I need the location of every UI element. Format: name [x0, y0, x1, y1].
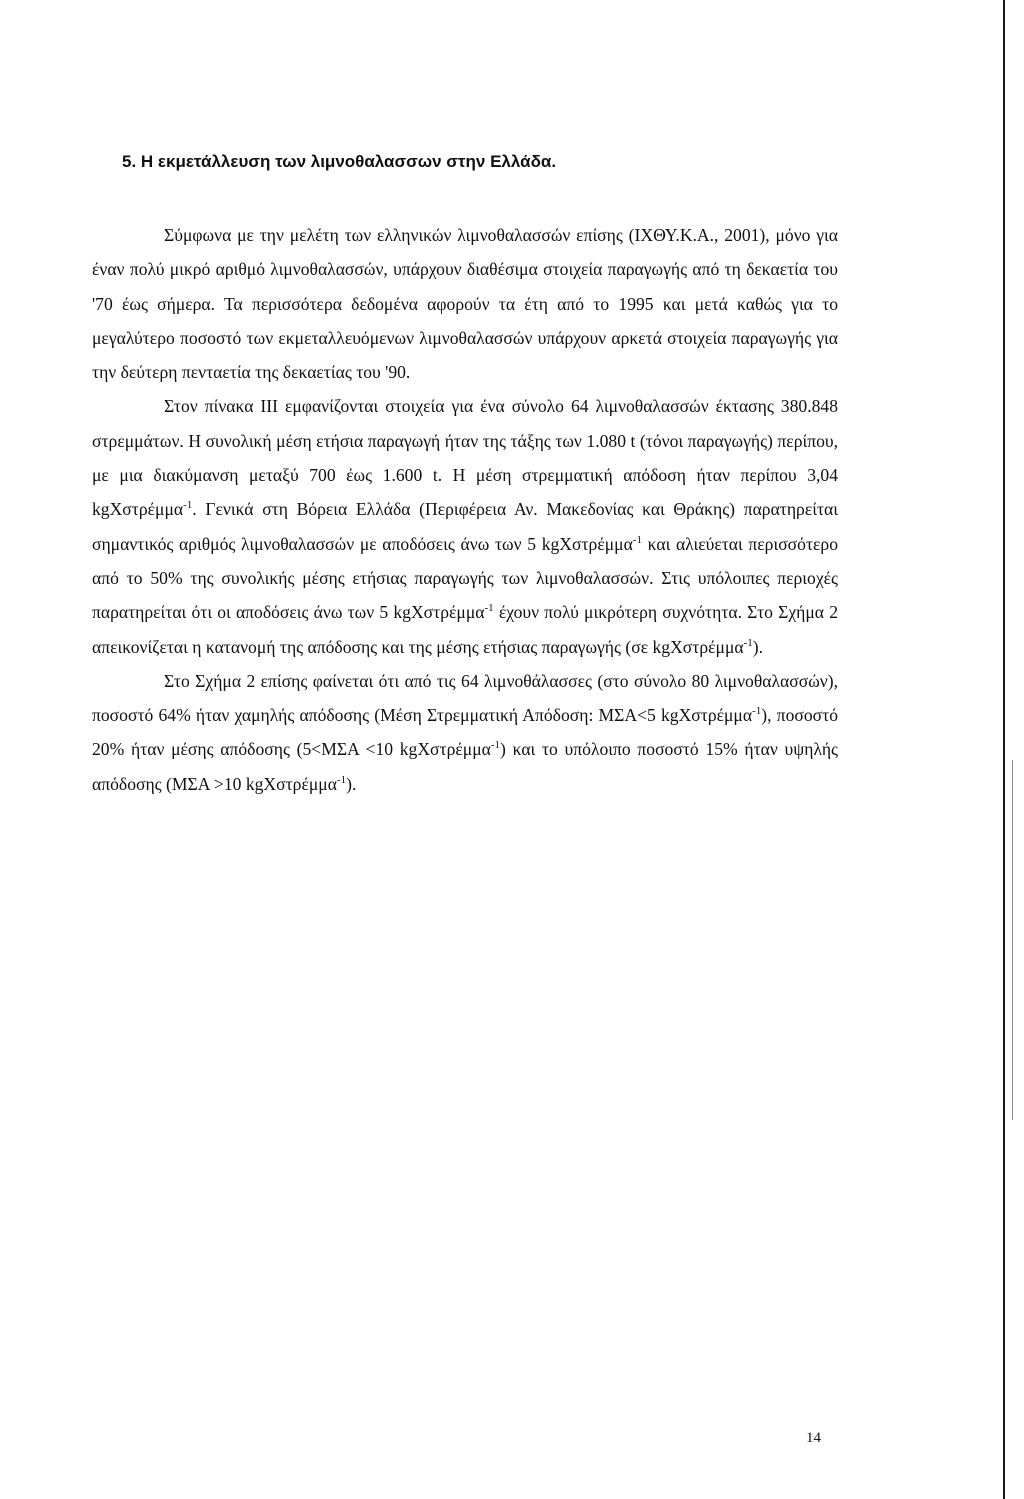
scan-edge-line	[1003, 0, 1005, 1499]
scan-edge-line-faint	[1012, 760, 1013, 1120]
superscript-exponent: -1	[743, 636, 753, 649]
text-segment: και αλιεύεται περισσότερο από το 50% της συνολικής μέσης ετήσιας παραγωγής των λιμνοθαλασσών. Στις υπόλοιπες περιοχές παρατηρείται ότι οι αποδόσεις άνω των 5 kgΧστρέμμα	[92, 533, 838, 623]
text-segment: ).	[346, 773, 357, 794]
superscript-exponent: -1	[336, 773, 347, 786]
section-heading: 5. Η εκμετάλλευση των λιμνοθαλασσων στην Ελλάδα.	[122, 152, 557, 171]
body-text	[92, 218, 838, 801]
text-segment: . Γενικά στη Βόρεια Ελλάδα (Περιφέρεια Αν. Μακεδονίας και Θράκης) παρατηρείται σημαντικός αριθμός λιμνοθαλασσών με αποδόσεις άνω των 5 kgΧστρέμμα	[92, 499, 838, 554]
text-segment: ) και το υπόλοιπο ποσοστό 15% ήταν υψηλής απόδοσης (ΜΣΑ >10 kgΧστρέμμα	[92, 739, 838, 794]
text-segment: ), ποσοστό 20% ήταν μέσης απόδοσης (5<ΜΣΑ <10 kgΧστρέμμα	[92, 705, 838, 760]
text-segment: Στον πίνακα ΙΙΙ εμφανίζονται στοιχεία για ένα σύνολο 64 λιμνοθαλασσών έκτασης 380.848 στρεμμάτων. Η συνολική μέση ετήσια παραγωγή ήταν της τάξης των 1.080 t (τόνοι παραγωγής) περίπου, με μια διακύμανση μεταξύ 700 έως 1.600 t. Η μέση στρεμματική απόδοση ήταν περίπου 3,04 kgΧστρέμμα	[92, 396, 838, 520]
paragraph-2	[92, 389, 838, 663]
text-segment: Σύμφωνα με την μελέτη των ελληνικών λιμνοθαλασσών επίσης (ΙΧΘΥ.Κ.Α., 2001), μόνο για έναν πολύ μικρό αριθμό λιμνοθαλασσών, υπάρχουν διαθέσιμα στοιχεία παραγωγής από τη δεκαετία του '70 έως σήμερα. Τα περισσότερα δεδομένα αφορούν τα έτη από το 1995 και μετά καθώς για το μεγαλύτερο ποσοστό των εκμεταλλευόμενων λιμνοθαλασσών υπάρχουν αρκετά στοιχεία παραγωγής για την δεύτερη πενταετία της δεκαετίας του '90.	[92, 225, 838, 383]
paragraph-3	[92, 664, 838, 801]
text-segment: έχουν πολύ μικρότερη συχνότητα. Στο Σχήμα 2 απεικονίζεται η κατανομή της απόδοσης και της μέσης ετήσιας παραγωγής (σε kgΧστρέμμα	[92, 602, 838, 657]
page-number: 14	[806, 1430, 821, 1446]
superscript-exponent: -1	[752, 705, 762, 718]
document-page	[92, 150, 838, 801]
superscript-exponent: -1	[484, 602, 494, 615]
superscript-exponent: -1	[632, 533, 642, 546]
superscript-exponent: -1	[183, 499, 193, 512]
text-segment: ).	[752, 636, 764, 657]
superscript-exponent: -1	[490, 739, 501, 752]
text-segment: Στο Σχήμα 2 επίσης φαίνεται ότι από τις 64 λιμνοθάλασσες (στο σύνολο 80 λιμνοθαλασσών), ποσοστό 64% ήταν χαμηλής απόδοσης (Μέση Στρεμματική Απόδοση: ΜΣΑ<5 kgΧστρέμμα	[92, 670, 838, 726]
paragraph-1	[92, 218, 838, 389]
